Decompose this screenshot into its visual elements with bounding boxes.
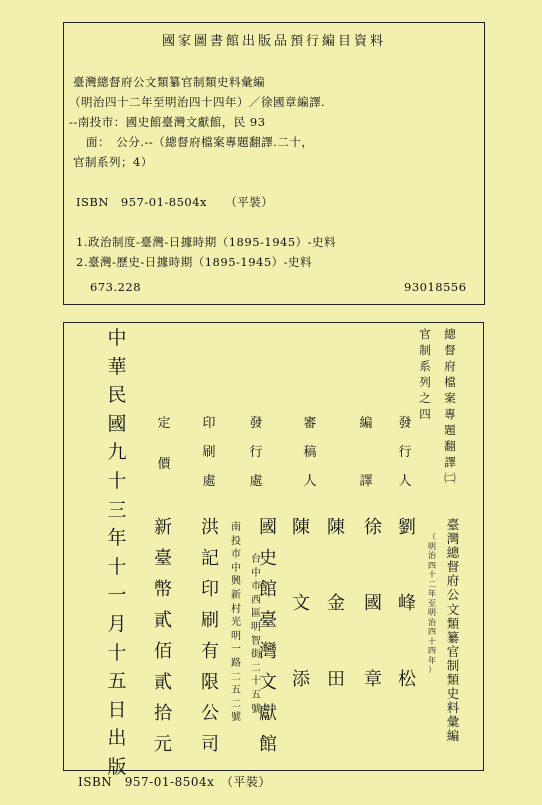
vertical-char: 行 xyxy=(249,445,263,460)
vertical-char: 村 xyxy=(231,603,241,615)
cip-extent: 面： 公分.--（總督府檔案專題翻譯.二十， xyxy=(86,135,314,149)
vertical-char: 臺 xyxy=(259,610,277,631)
vertical-char: 五 xyxy=(107,670,127,693)
label-reviewer xyxy=(300,417,320,488)
vertical-char: 督 xyxy=(444,343,456,357)
vertical-char: 記 xyxy=(201,548,219,569)
vertical-char: 系 xyxy=(419,359,431,373)
vertical-char: 類 xyxy=(446,615,460,631)
vertical-char: 稿 xyxy=(303,445,317,460)
vertical-char: 題 xyxy=(444,423,456,437)
vertical-char: 西 xyxy=(251,594,261,606)
vertical-char: 區 xyxy=(251,608,261,620)
vertical-char: 年 xyxy=(428,655,436,665)
vertical-char: 限 xyxy=(201,672,219,693)
vertical-char: 添 xyxy=(292,669,310,690)
cip-record-box xyxy=(63,22,485,305)
vertical-char: 明 xyxy=(428,608,436,617)
label-translator xyxy=(356,417,376,488)
vertical-char: 三 xyxy=(107,498,127,521)
vertical-char: 譯 xyxy=(444,455,456,469)
vertical-char: 金 xyxy=(327,593,345,614)
vertical-char: 刷 xyxy=(202,445,216,460)
vertical-char: 九 xyxy=(107,441,127,464)
book-title xyxy=(443,519,463,743)
vertical-char: 定 xyxy=(157,416,171,431)
vertical-char: 處 xyxy=(202,474,216,489)
vertical-char: 一 xyxy=(231,644,241,656)
vertical-char: 四 xyxy=(428,646,436,655)
vertical-char: 發 xyxy=(398,416,412,431)
vertical-char: 光 xyxy=(231,617,241,629)
series-label-2 xyxy=(417,329,433,421)
vertical-char: 國 xyxy=(107,412,127,435)
vertical-char: 日 xyxy=(107,698,127,721)
vertical-char: 國 xyxy=(259,517,277,538)
vertical-char: 陳 xyxy=(292,517,310,538)
vertical-char: ） xyxy=(428,665,436,674)
value-translator-2 xyxy=(361,519,385,689)
vertical-char: 五 xyxy=(231,685,241,697)
vertical-char: 民 xyxy=(107,384,127,407)
vertical-char: 館 xyxy=(259,734,277,755)
vertical-char: 市 xyxy=(251,581,261,593)
cip-subtitle: （明治四十二年至明治四十四年）／徐國章編譯. xyxy=(69,95,326,109)
vertical-char: 峰 xyxy=(398,593,416,614)
vertical-char: 興 xyxy=(231,576,241,588)
vertical-char: 號 xyxy=(251,703,261,715)
colophon-box xyxy=(63,322,484,778)
vertical-char: 台 xyxy=(251,554,261,565)
vertical-char: 劉 xyxy=(398,517,416,538)
vertical-char: 官 xyxy=(419,327,431,341)
vertical-char: 治 xyxy=(428,617,436,627)
vertical-char: 章 xyxy=(364,669,382,690)
vertical-char: 貳 xyxy=(154,672,172,693)
vertical-char: 印 xyxy=(202,416,216,431)
vertical-char: 號 xyxy=(231,712,241,724)
vertical-char: 市 xyxy=(231,549,241,561)
vertical-char: ㈡ xyxy=(444,471,456,485)
vertical-char: 治 xyxy=(428,551,436,560)
vertical-char: 年 xyxy=(428,589,436,598)
vertical-char: 譯 xyxy=(359,474,373,489)
vertical-char: 編 xyxy=(446,728,460,744)
cip-publisher: --南投市：國史館臺灣文獻館，民 93 xyxy=(69,115,266,129)
cip-series: 官制系列；4） xyxy=(73,155,153,169)
vertical-char: 檔 xyxy=(444,375,456,389)
value-translator-1 xyxy=(324,519,348,689)
vertical-char: 陳 xyxy=(327,517,345,538)
vertical-char: 十 xyxy=(428,570,436,579)
vertical-char: 纂 xyxy=(446,629,460,645)
vertical-char: 拾 xyxy=(154,703,172,724)
vertical-char: 佰 xyxy=(154,641,172,662)
vertical-char: 中 xyxy=(107,327,127,349)
vertical-char: 司 xyxy=(201,734,219,755)
cip-heading: 國家圖書館出版品預行編目資料 xyxy=(161,34,386,49)
value-publisher-address xyxy=(230,523,242,723)
vertical-char: 南 xyxy=(231,522,241,533)
vertical-char: 制 xyxy=(419,343,431,357)
vertical-char: 發 xyxy=(249,416,263,431)
book-subtitle xyxy=(427,533,437,674)
vertical-char: 至 xyxy=(428,598,436,608)
vertical-char: 彙 xyxy=(446,714,460,730)
cip-class-number: 673.228 xyxy=(90,280,142,294)
vertical-char: 史 xyxy=(259,548,277,569)
vertical-char: 灣 xyxy=(446,531,460,547)
vertical-char: 專 xyxy=(444,407,456,421)
vertical-char: 五 xyxy=(251,689,261,701)
vertical-char: 洪 xyxy=(201,517,219,538)
vertical-char: 十 xyxy=(107,469,127,492)
cip-record-number: 93018556 xyxy=(404,280,467,294)
vertical-char: 編 xyxy=(359,416,373,431)
vertical-char: 智 xyxy=(251,635,261,647)
vertical-char: 公 xyxy=(446,587,460,603)
vertical-char: 中 xyxy=(251,567,261,579)
vertical-char: 二 xyxy=(251,662,261,674)
value-reviewer xyxy=(289,519,313,689)
vertical-char: 徐 xyxy=(364,517,382,538)
vertical-char: 出 xyxy=(107,727,127,750)
vertical-char: 明 xyxy=(251,621,261,633)
vertical-char: 十 xyxy=(107,641,127,664)
cip-isbn: ISBN 957-01-8504x （平裝） xyxy=(76,195,274,209)
vertical-char: 國 xyxy=(364,593,382,614)
label-publisher xyxy=(395,417,415,488)
vertical-char: 文 xyxy=(446,601,460,617)
vertical-char: 總 xyxy=(446,545,460,561)
vertical-char: 臺 xyxy=(154,548,172,569)
series-label-1 xyxy=(442,329,458,485)
vertical-char: 督 xyxy=(446,559,460,575)
vertical-char: 二 xyxy=(231,698,241,710)
vertical-char: 十 xyxy=(428,636,436,646)
value-publisher xyxy=(395,519,419,689)
vertical-char: 明 xyxy=(428,541,436,551)
vertical-char: 月 xyxy=(107,612,127,635)
vertical-char: 府 xyxy=(446,573,460,589)
cip-subject-2: 2.臺灣-歷史-日據時期（1895-1945）-史料 xyxy=(76,255,313,269)
vertical-char: 四 xyxy=(428,560,436,570)
vertical-char: 人 xyxy=(398,474,412,489)
vertical-char: 街 xyxy=(251,649,261,661)
vertical-char: （ xyxy=(428,532,436,541)
vertical-char: 有 xyxy=(201,641,219,662)
cip-title: 臺灣總督府公文類纂官制類史料彙編 xyxy=(73,75,265,89)
vertical-char: 新 xyxy=(154,517,172,538)
vertical-char: 處 xyxy=(249,474,263,489)
vertical-char: 制 xyxy=(446,657,460,673)
vertical-char: 投 xyxy=(231,535,241,547)
vertical-char: 元 xyxy=(154,734,172,755)
vertical-char: 灣 xyxy=(259,641,277,662)
vertical-char: 印 xyxy=(201,579,219,600)
vertical-char: 松 xyxy=(398,669,416,690)
vertical-char: 翻 xyxy=(444,439,456,453)
vertical-char: 文 xyxy=(292,593,310,614)
vertical-char: 版 xyxy=(107,755,127,778)
vertical-char: 明 xyxy=(231,630,241,642)
label-publishing-house xyxy=(246,417,266,488)
vertical-char: 總 xyxy=(444,327,456,341)
vertical-char: 料 xyxy=(446,700,460,716)
vertical-char: 二 xyxy=(428,579,436,589)
vertical-char: 十 xyxy=(251,676,261,688)
vertical-char: 華 xyxy=(107,355,127,378)
vertical-char: 公 xyxy=(201,703,219,724)
vertical-char: 路 xyxy=(231,657,241,669)
vertical-char: 文 xyxy=(259,672,277,693)
value-price xyxy=(151,519,175,754)
vertical-char: 二 xyxy=(231,671,241,683)
vertical-char: 獻 xyxy=(259,703,277,724)
vertical-char: 史 xyxy=(446,686,460,702)
vertical-char: 新 xyxy=(231,589,241,601)
vertical-char: 年 xyxy=(107,527,127,550)
vertical-char: 府 xyxy=(444,359,456,373)
vertical-char: 刷 xyxy=(201,610,219,631)
value-printer xyxy=(198,519,222,754)
vertical-char: 館 xyxy=(259,579,277,600)
label-printer xyxy=(199,417,219,488)
vertical-char: 貳 xyxy=(154,610,172,631)
vertical-char: 審 xyxy=(303,416,317,431)
footer-isbn: ISBN 957-01-8504x （平裝） xyxy=(78,775,271,789)
vertical-char: 類 xyxy=(446,672,460,688)
vertical-char: 人 xyxy=(303,474,317,489)
vertical-char: 案 xyxy=(444,391,456,405)
vertical-char: 行 xyxy=(398,445,412,460)
vertical-char: 四 xyxy=(428,627,436,636)
vertical-char: 中 xyxy=(231,562,241,574)
vertical-char: 臺 xyxy=(446,517,460,532)
vertical-char: 一 xyxy=(107,584,127,607)
cip-subject-1: 1.政治制度-臺灣-日據時期（1895-1945）-史料 xyxy=(76,235,337,249)
vertical-char: 四 xyxy=(419,407,431,421)
value-publishing-house xyxy=(256,519,280,754)
vertical-char: 官 xyxy=(446,643,460,659)
vertical-char: 價 xyxy=(157,457,171,472)
vertical-char: 幣 xyxy=(154,579,172,600)
vertical-char: 列 xyxy=(419,375,431,389)
vertical-char: 田 xyxy=(327,669,345,690)
label-price xyxy=(154,417,174,471)
vertical-char: 之 xyxy=(419,391,431,405)
vertical-char: 十 xyxy=(107,555,127,578)
publication-date xyxy=(104,329,130,777)
